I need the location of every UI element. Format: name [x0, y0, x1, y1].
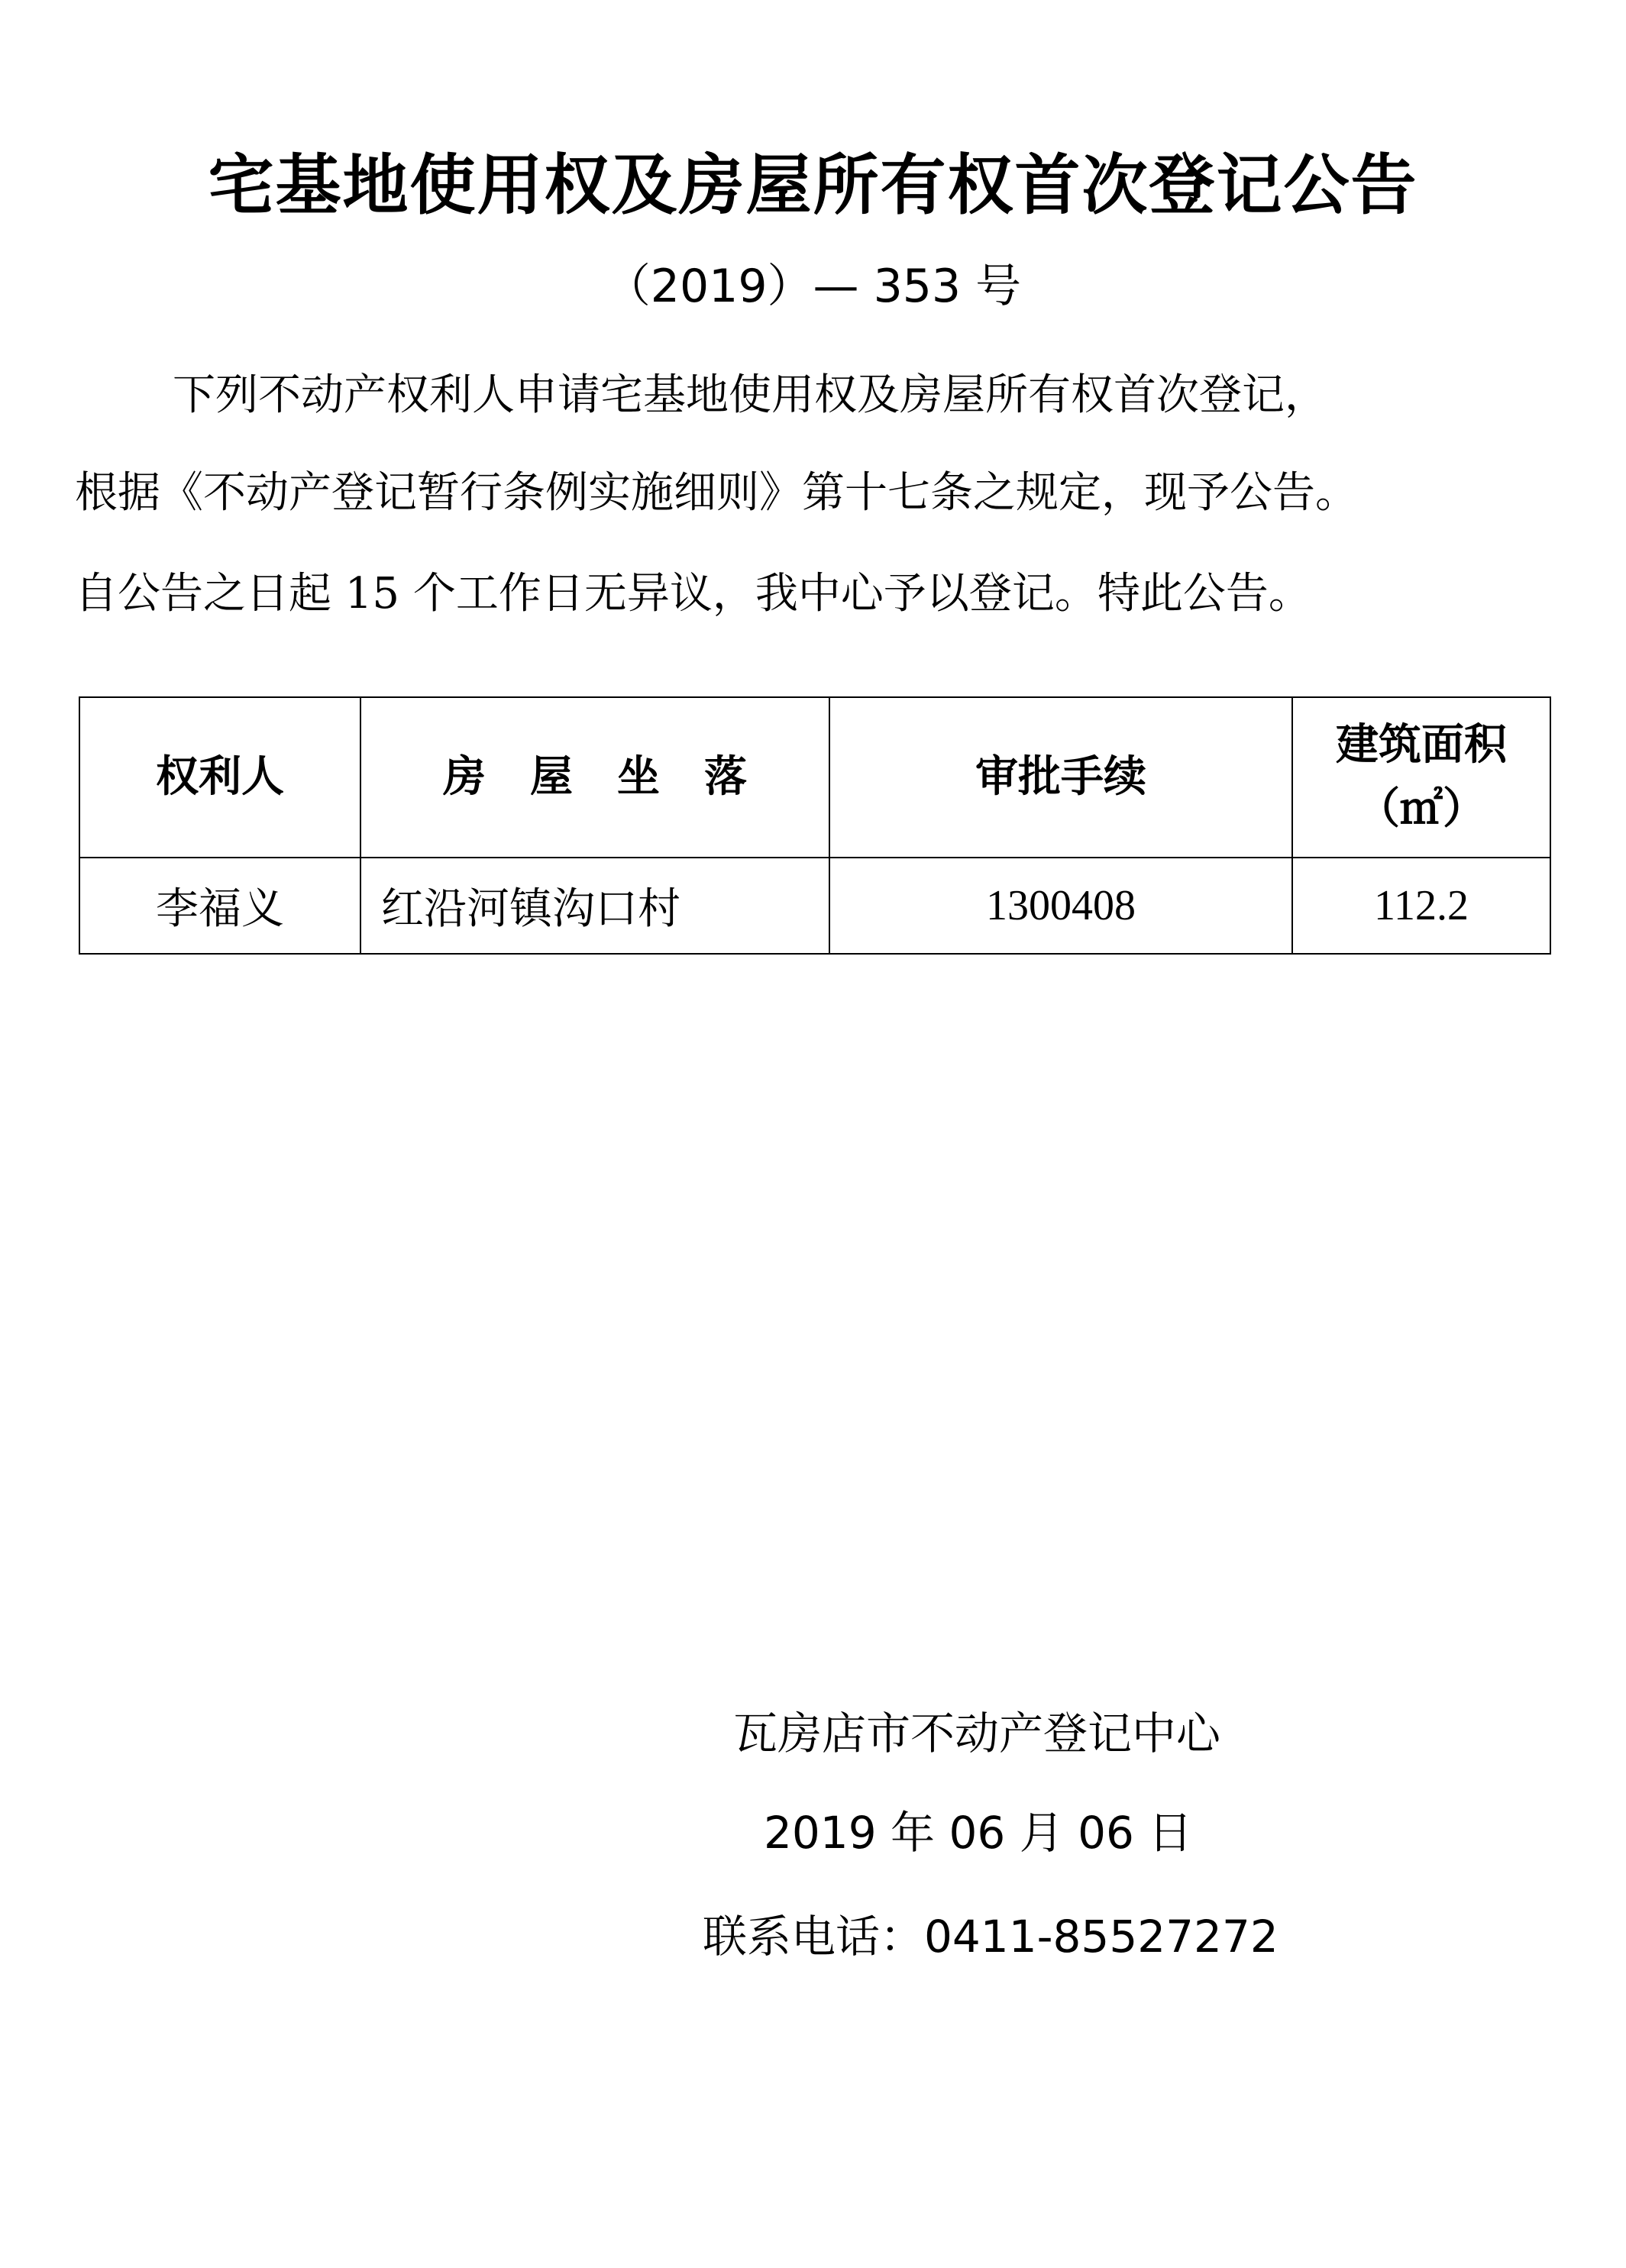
header-area-unit: （㎡） [1357, 784, 1485, 834]
issuing-organization: 瓦房店市不动产登记中心 [733, 1707, 1221, 1759]
header-area-label: 建筑面积 [1336, 720, 1507, 770]
notice-paragraph-line-3: 自公告之日起 15 个工作日无异议，我中心予以登记。特此公告。 [75, 569, 1311, 619]
registration-table [79, 696, 1551, 955]
contact-phone: 联系电话：0411-85527272 [703, 1911, 1278, 1963]
document-number: （2019）— 353 号 [604, 260, 1022, 313]
header-holder: 权利人 [79, 697, 360, 858]
table-row [79, 858, 1550, 954]
header-approval: 审批手续 [829, 697, 1292, 858]
cell-area: 112.2 [1292, 858, 1550, 954]
cell-holder: 李福义 [79, 858, 360, 954]
table-header-row [79, 697, 1550, 858]
issue-date: 2019 年 06 月 06 日 [764, 1807, 1193, 1859]
notice-title: 宅基地使用权及房屋所有权首次登记公告 [208, 147, 1418, 224]
header-area [1292, 697, 1550, 858]
header-location [360, 697, 829, 858]
cell-approval: 1300408 [829, 858, 1292, 954]
header-location-label: 房屋坐落 [443, 752, 791, 802]
notice-paragraph-line-2: 根据《不动产登记暂行条例实施细则》第十七条之规定，现予公告。 [75, 468, 1358, 518]
notice-paragraph-line-1: 下列不动产权利人申请宅基地使用权及房屋所有权首次登记， [173, 370, 1327, 420]
cell-location: 红沿河镇沟口村 [360, 858, 829, 954]
